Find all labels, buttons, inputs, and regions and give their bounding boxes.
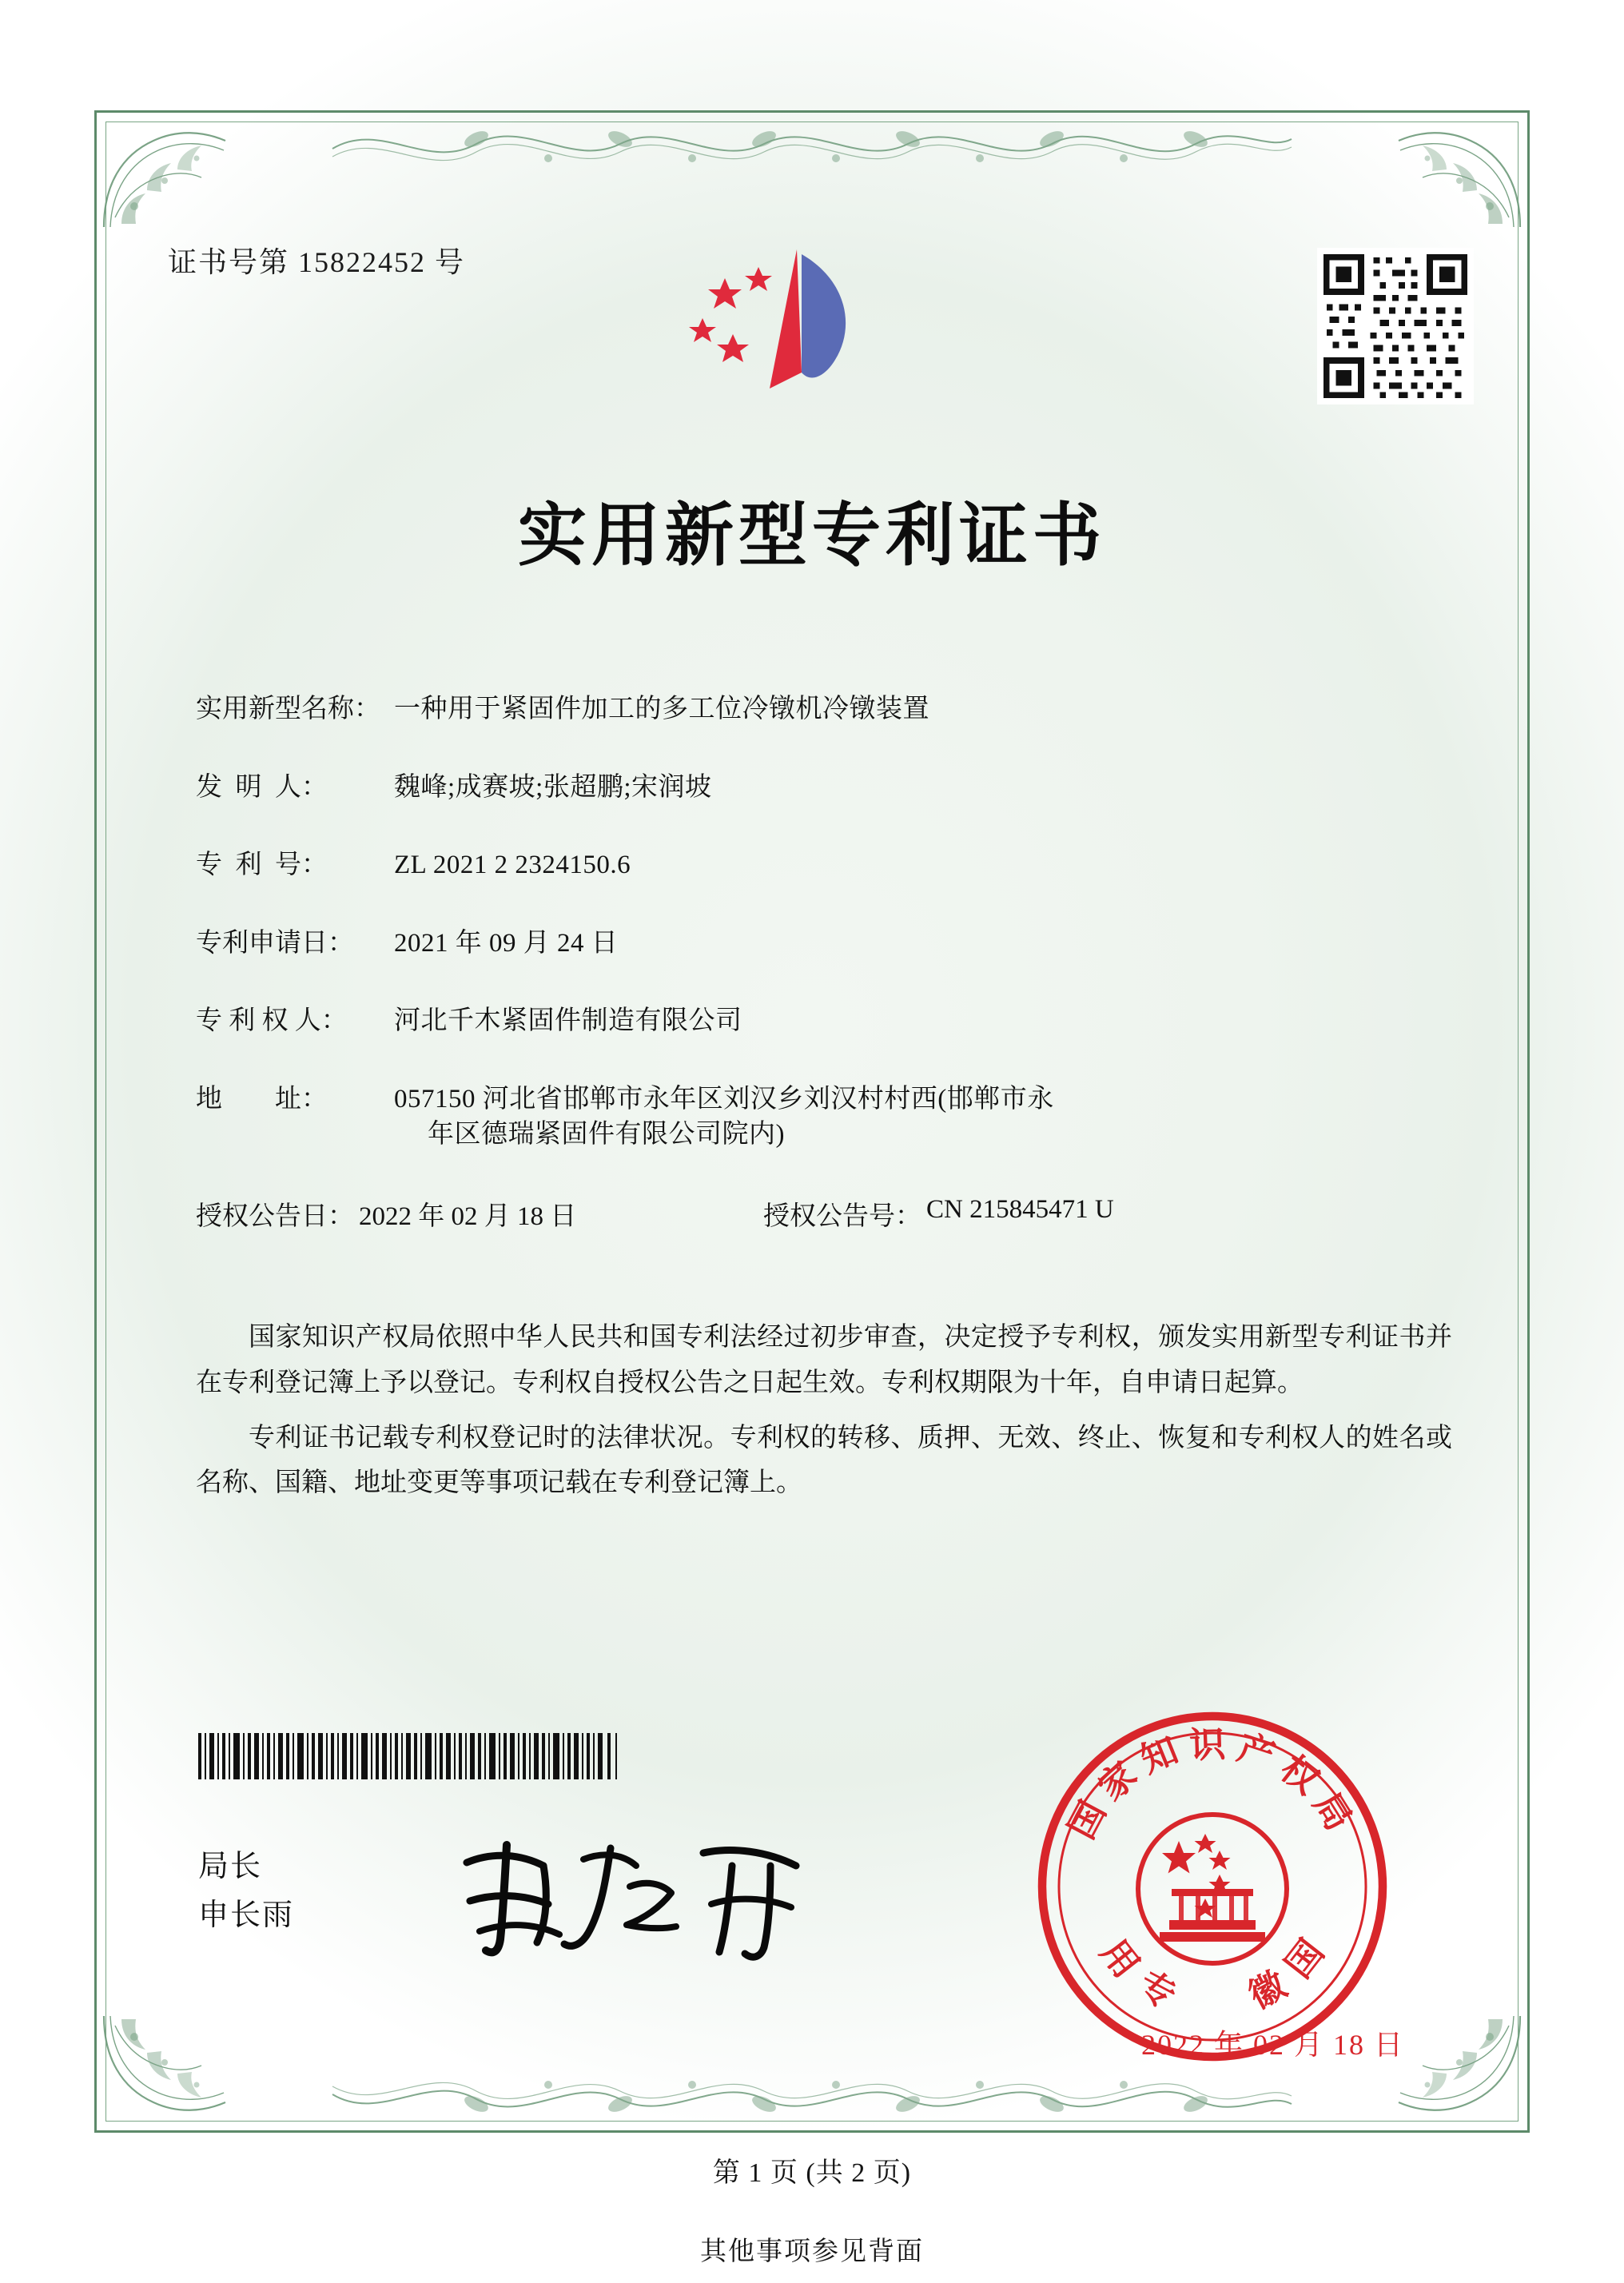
barcode-icon (198, 1733, 622, 1779)
page-number: 第 1 页 (共 2 页) (712, 2158, 912, 2188)
bottom-border-ornament-icon (264, 2074, 1360, 2131)
corner-ornament-icon (1375, 114, 1526, 233)
field-label: 专 利 号： (196, 851, 328, 880)
field-value: 河北千木紧固件制造有限公司 (394, 1006, 742, 1036)
svg-text:用: 用 (1093, 1932, 1147, 1986)
svg-text:产: 产 (1232, 1727, 1280, 1777)
svg-text:局: 局 (1305, 1785, 1359, 1838)
field-value: 一种用于紧固件加工的多工位冷镦机冷镦装置 (394, 695, 929, 723)
svg-text:识: 识 (1188, 1724, 1227, 1766)
field-value-group (394, 1082, 1464, 1153)
director-name: 申长雨 (198, 1898, 295, 1932)
director-title: 局长 (198, 1850, 263, 1883)
svg-text:家: 家 (1091, 1754, 1145, 1809)
field-label: 专 利 权 人： (196, 1006, 348, 1036)
svg-text:专: 专 (1132, 1964, 1183, 2017)
signature-block (198, 1843, 294, 1940)
back-side-note: 其他事项参见背面 (700, 2237, 924, 2266)
field-label: 实用新型名称： (196, 695, 380, 723)
field-value: ZL 2021 2 2324150.6 (394, 851, 631, 880)
top-border-ornament-icon (264, 112, 1360, 169)
svg-text:知: 知 (1135, 1730, 1184, 1781)
handwritten-signature-icon (448, 1831, 831, 1966)
field-address (196, 1082, 1464, 1153)
cnipa-logo-icon (675, 232, 915, 424)
svg-text:徽: 徽 (1242, 1964, 1293, 2017)
fields-block (196, 691, 1464, 1265)
field-label: 授权公告号： (763, 1201, 921, 1231)
page-title: 实用新型专利证书 (518, 497, 1106, 574)
field-label: 发 明 人： (196, 772, 328, 802)
field-value: 2022 年 02 月 18 日 (359, 1201, 577, 1231)
field-label: 地 址： (196, 1084, 328, 1114)
field-label: 专利申请日： (196, 928, 354, 958)
svg-text:国: 国 (1278, 1932, 1332, 1986)
svg-text:权: 权 (1272, 1747, 1327, 1803)
corner-ornament-icon (98, 114, 249, 233)
paragraph-grant: 国家知识产权局依照中华人民共和国专利法经过初步审查，决定授予专利权，颁发实用新型专利证书并在专利登记簿上予以登记。专利权自授权公告之日起生效。专利权期限为十年，自申请日起算。 (196, 1323, 1452, 1397)
field-inventors (196, 770, 1464, 806)
field-grant-number (763, 1195, 1464, 1233)
qr-code-icon (1317, 248, 1474, 404)
field-grant-row (196, 1195, 1464, 1233)
legal-text-block (196, 1315, 1452, 1516)
field-value-line1: 057150 河北省邯郸市永年区刘汉乡刘汉村村西(邯郸市永 (394, 1084, 1054, 1114)
field-value: 2021 年 09 月 24 日 (394, 928, 619, 958)
corner-ornament-icon (98, 2010, 249, 2130)
red-official-seal-icon (1033, 1707, 1392, 2066)
field-value: CN 215845471 U (926, 1194, 1114, 1224)
field-patent-number (196, 847, 1464, 883)
field-patentee (196, 1003, 1464, 1039)
seal-date: 2022 年 02 月 18 日 (1140, 2029, 1404, 2061)
field-value-line2: 年区德瑞紧固件有限公司院内) (428, 1120, 785, 1149)
paragraph-legal-status: 专利证书记载专利权登记时的法律状况。专利权的转移、质押、无效、终止、恢复和专利权人的姓名或名称、国籍、地址变更等事项记载在专利登记簿上。 (196, 1423, 1452, 1498)
field-value: 魏峰;成赛坡;张超鹏;宋润坡 (394, 772, 712, 802)
field-invention-name (196, 691, 1464, 727)
certificate-number: 证书号第 15822452 号 (168, 246, 466, 278)
field-grant-date (196, 1195, 763, 1233)
field-label: 授权公告日： (196, 1201, 354, 1231)
field-application-date (196, 926, 1464, 962)
svg-text:国: 国 (1061, 1795, 1114, 1846)
